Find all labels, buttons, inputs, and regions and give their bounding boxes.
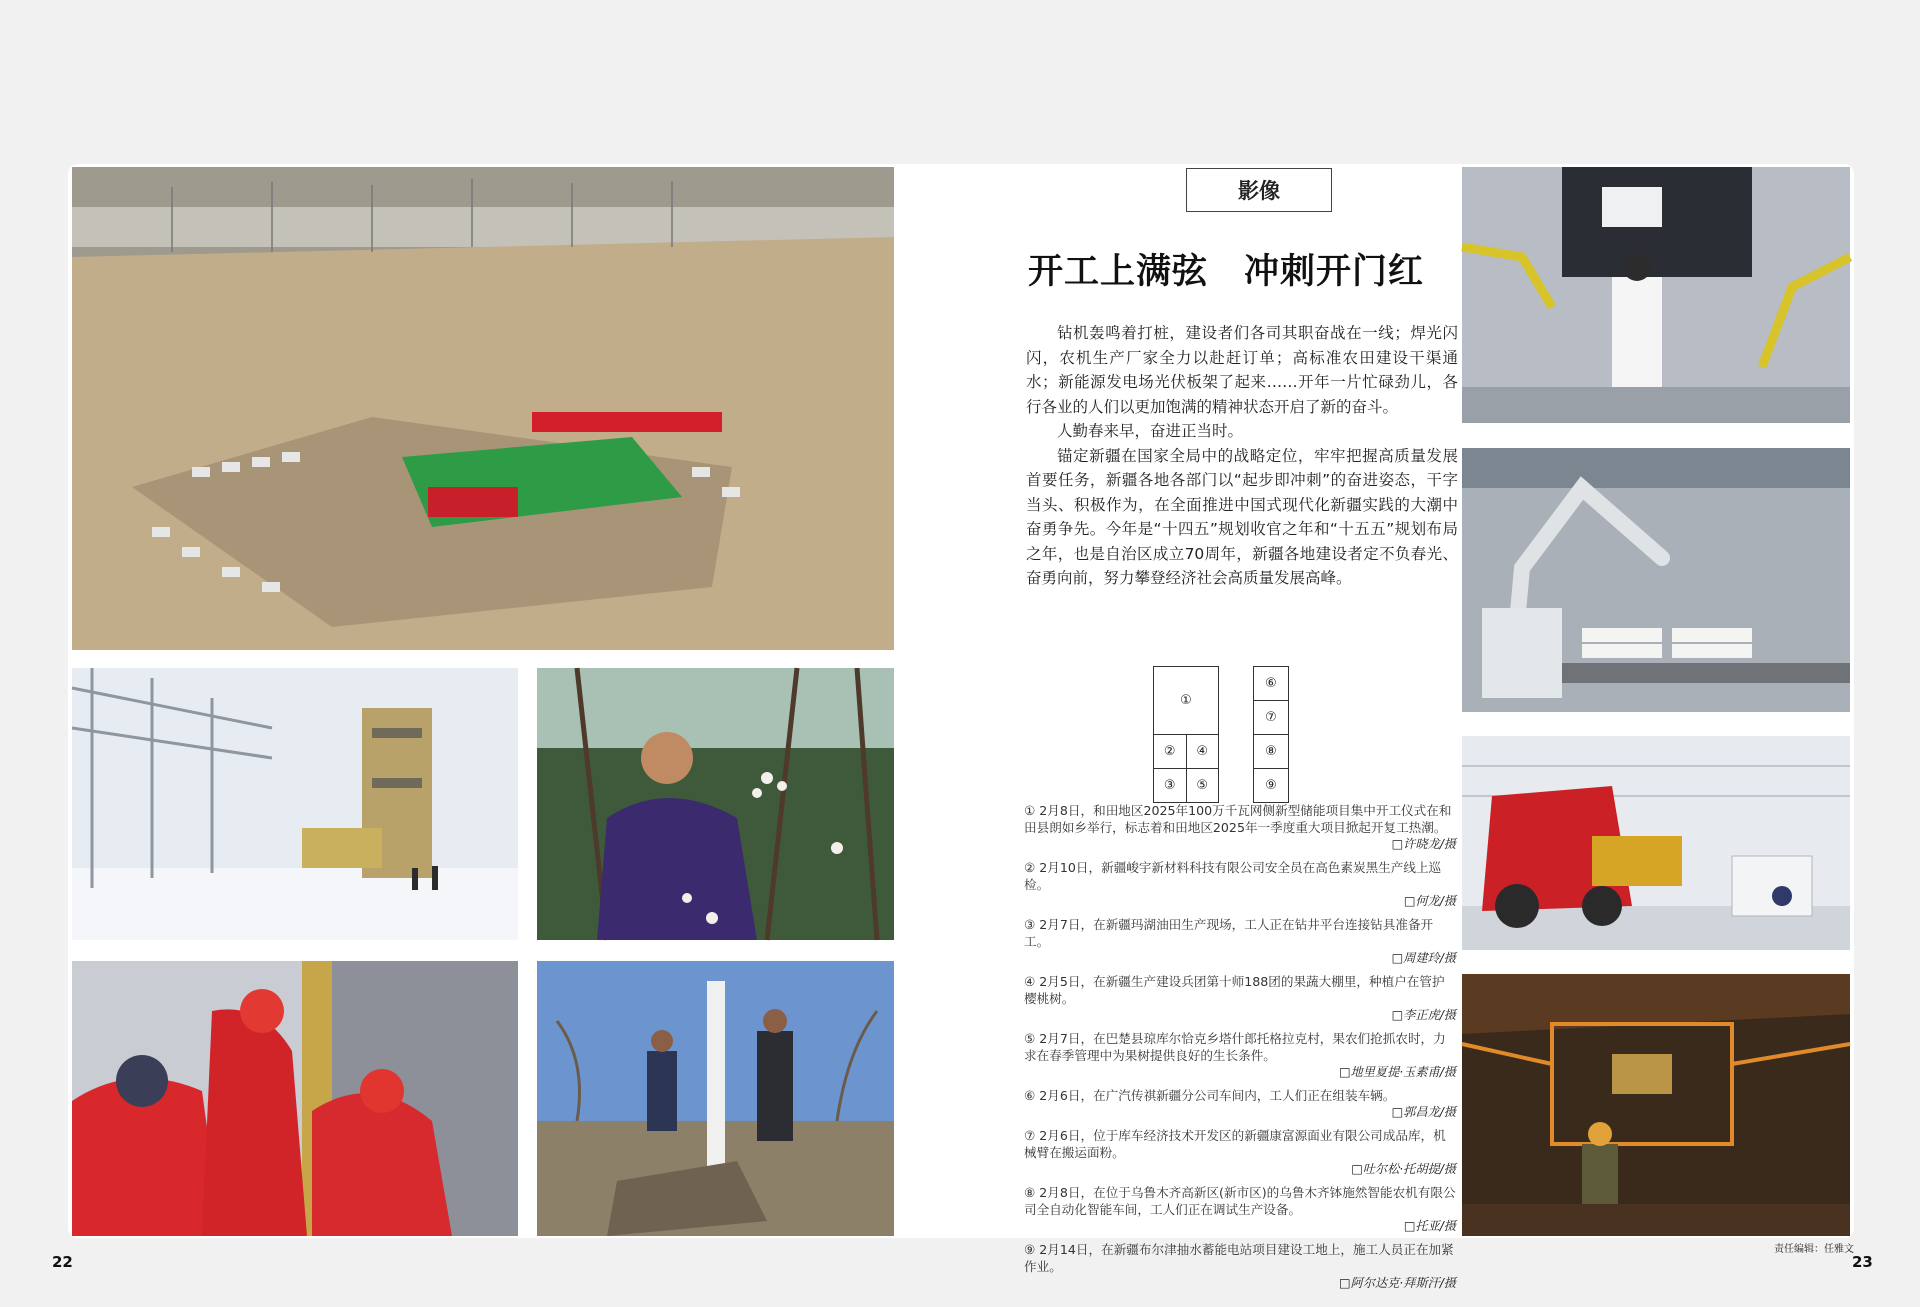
index-cell: ⑤ xyxy=(1186,769,1219,803)
caption-9: ⑨ 2月14日，在新疆布尔津抽水蓄能电站项目建设工地上，施工人员正在加紧作业。 □阿尔达克·拜斯汗/摄 xyxy=(1024,1242,1456,1290)
page-title xyxy=(1028,244,1458,294)
paragraph: 锚定新疆在国家全局中的战略定位，牢牢把握高质量发展首要任务，新疆各地各部门以“起步即冲刺”的奋进姿态，干字当头、积极作为，在全面推进中国式现代化新疆实践的大潮中奋勇争先。今年是“十四五”规划收官之年和“十五五”规划布局之年，也是自治区成立70周年，新疆各地建设者定不负春光、奋勇向前，努力攀登经济社会高质量发展高峰。 xyxy=(1026,446,1458,587)
photo-credit: □阿尔达克·拜斯汗/摄 xyxy=(1339,1276,1456,1290)
index-cell: ⑦ xyxy=(1254,701,1289,735)
paragraph: 钻机轰鸣着打桩，建设者们各司其职奋战在一线；焊光闪闪，农机生产厂家全力以赴赶订单；高标准农田建设干渠通水；新能源发电场光伏板架了起来……开年一片忙碌劲儿，各行各业的人们以更加饱满的精神状态开启了新的奋斗。 xyxy=(1026,324,1458,416)
title-part-2: 冲刺开门红 xyxy=(1244,252,1425,292)
index-cell: ⑧ xyxy=(1254,735,1289,769)
page-number-left: 22 xyxy=(52,1253,73,1271)
page-number-right: 23 xyxy=(1852,1253,1873,1271)
editor-credit: 责任编辑：任雅文 xyxy=(1774,1244,1854,1255)
photo-tunnel-construction xyxy=(1462,974,1850,1236)
caption-8: ⑧ 2月8日，在位于乌鲁木齐高新区(新市区)的乌鲁木齐钵施然智能农机有限公司全自动化智能车间，工人们正在调试生产设备。 □托亚/摄 xyxy=(1024,1185,1456,1233)
photo-credit: □托亚/摄 xyxy=(1403,1219,1456,1233)
caption-6: ⑥ 2月6日，在广汽传祺新疆分公司车间内，工人们正在组装车辆。 □郭昌龙/摄 xyxy=(1024,1088,1456,1119)
photo-credit: □何龙/摄 xyxy=(1403,894,1456,908)
caption-1: ① 2月8日，和田地区2025年100万千瓦网侧新型储能项目集中开工仪式在和田县朗如乡举行，标志着和田地区2025年一季度重大项目掀起开复工热潮。 □许晓龙/摄 xyxy=(1024,803,1456,851)
paragraph: 人勤春来早，奋进正当时。 xyxy=(1057,422,1244,440)
photo-ceremony-aerial xyxy=(72,167,894,650)
index-cell: ③ xyxy=(1154,769,1187,803)
photo-car-assembly xyxy=(1462,167,1850,423)
index-cell: ⑨ xyxy=(1254,769,1289,803)
index-cell: ④ xyxy=(1186,735,1219,769)
photo-credit: □许晓龙/摄 xyxy=(1391,837,1456,851)
photo-credit: □吐尔松·托胡提/摄 xyxy=(1351,1162,1456,1176)
photo-captions xyxy=(1024,802,1456,1298)
index-cell: ⑥ xyxy=(1254,667,1289,701)
caption-7: ⑦ 2月6日，位于库车经济技术开发区的新疆康富源面业有限公司成品库，机械臂在搬运面粉。 □吐尔松·托胡提/摄 xyxy=(1024,1128,1456,1176)
title-part-1: 开工上满弦 xyxy=(1028,252,1209,292)
caption-4: ④ 2月5日，在新疆生产建设兵团第十师188团的果蔬大棚里，种植户在管护樱桃树。 □李正虎/摄 xyxy=(1024,974,1456,1022)
photo-cherry-greenhouse xyxy=(537,668,894,940)
caption-3: ③ 2月7日，在新疆玛湖油田生产现场，工人正在钻井平台连接钻具准备开工。 □周建玲/摄 xyxy=(1024,917,1456,965)
photo-index-grid xyxy=(1153,666,1289,803)
photo-drilling-platform xyxy=(72,961,518,1236)
photo-robot-arm-flour xyxy=(1462,448,1850,712)
photo-harvester-workshop xyxy=(1462,736,1850,950)
caption-5: ⑤ 2月7日，在巴楚县琼库尔恰克乡塔什郎托格拉克村，果农们抢抓农时，力求在春季管理中为果树提供良好的生长条件。 □地里夏提·玉素甫/摄 xyxy=(1024,1031,1456,1079)
photo-credit: □郭昌龙/摄 xyxy=(1391,1105,1456,1119)
index-cell: ① xyxy=(1154,667,1219,735)
article-body xyxy=(1026,321,1458,591)
photo-carbon-black-plant xyxy=(72,668,518,940)
photo-credit: □地里夏提·玉素甫/摄 xyxy=(1339,1065,1456,1079)
photo-orchard-farmers xyxy=(537,961,894,1236)
index-cell: ② xyxy=(1154,735,1187,769)
photo-credit: □李正虎/摄 xyxy=(1391,1008,1456,1022)
caption-2: ② 2月10日，新疆峻宇新材料科技有限公司安全员在高色素炭黑生产线上巡检。 □何龙/摄 xyxy=(1024,860,1456,908)
section-tag: 影像 xyxy=(1186,168,1332,212)
photo-credit: □周建玲/摄 xyxy=(1391,951,1456,965)
